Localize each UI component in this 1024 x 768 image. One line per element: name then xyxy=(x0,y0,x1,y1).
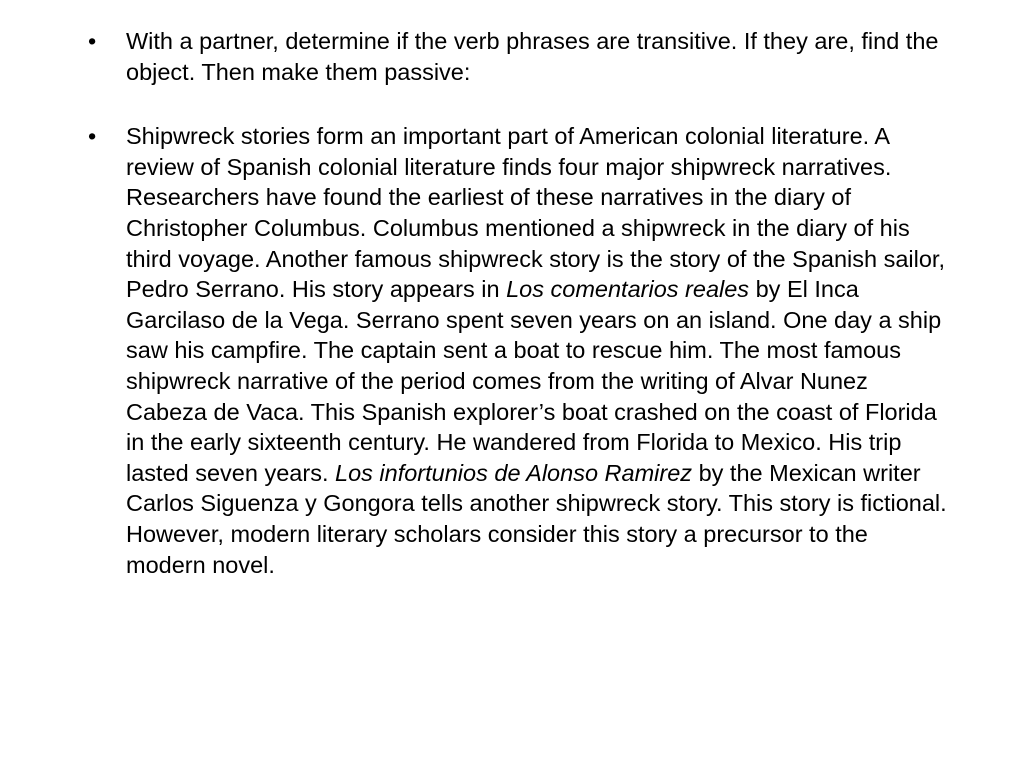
book-title: Los infortunios de Alonso Ramirez xyxy=(335,459,693,486)
book-title: Los comentarios reales xyxy=(506,276,750,303)
bullet-item-passage xyxy=(88,121,954,580)
bullet-list xyxy=(88,26,954,580)
bullet-item-instructions xyxy=(88,26,954,87)
instructions-text xyxy=(126,28,938,85)
bullet-icon: • xyxy=(88,123,97,150)
text-segment: With a partner, determine if the verb phrases are transitive. If they are, find the object. Then make them passive: xyxy=(126,28,939,85)
text-segment: Shipwreck stories form an important part of American colonial literature. A review of Spanish colonial literature finds four major shipwreck narratives. Researchers have found the earliest of these narratives in the diary of Christopher Columbus. Columbus mentioned a shipwreck in the diary of his third voyage. Another famous shipwreck story is the story of the Spanish sailor, Pedro Serrano. His story appears in xyxy=(126,123,945,303)
passage-text xyxy=(126,123,947,577)
text-segment: by the Mexican writer Carlos Siguenza y Gongora tells another shipwreck story. This story is fictional. However, modern literary scholars consider this story a precursor to the modern novel. xyxy=(126,459,947,578)
bullet-icon: • xyxy=(88,28,97,54)
text-segment: by El Inca Garcilaso de la Vega. Serrano spent seven years on an island. One day a ship saw his campfire. The captain sent a boat to rescue him. The most famous shipwreck narrative of the period comes from the writing of Alvar Nunez Cabeza de Vaca. This Spanish explorer’s boat crashed on the coast of Florida in the early sixteenth century. He wandered from Florida to Mexico. His trip lasted seven years. xyxy=(126,276,942,486)
